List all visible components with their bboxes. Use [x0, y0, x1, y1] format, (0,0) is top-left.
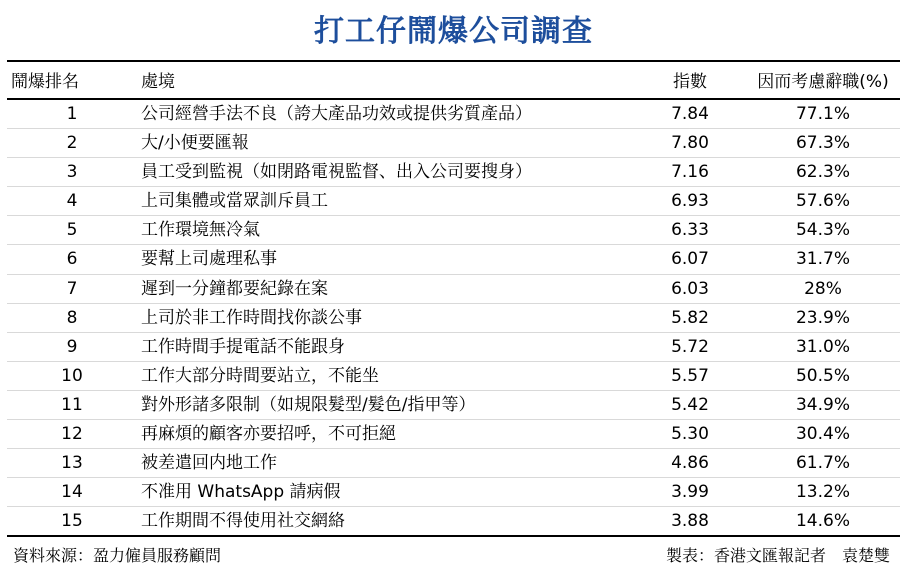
cell-situation: 員工受到監視（如閉路電視監督、出入公司要搜身） — [137, 158, 634, 187]
cell-situation: 大/小便要匯報 — [137, 129, 634, 158]
cell-rank: 15 — [7, 507, 137, 537]
table-row — [7, 420, 900, 449]
cell-quit: 28% — [746, 274, 900, 303]
cell-rank: 3 — [7, 158, 137, 187]
cell-situation: 工作環境無冷氣 — [137, 216, 634, 245]
cell-rank: 11 — [7, 390, 137, 419]
table-header — [7, 61, 900, 99]
cell-quit: 67.3% — [746, 129, 900, 158]
cell-situation: 上司集體或當眾訓斥員工 — [137, 187, 634, 216]
cell-quit: 31.0% — [746, 332, 900, 361]
cell-situation: 對外形諸多限制（如規限髮型/髮色/指甲等） — [137, 390, 634, 419]
cell-index: 5.42 — [634, 390, 746, 419]
table-row — [7, 332, 900, 361]
table-row — [7, 390, 900, 419]
column-header-situation: 處境 — [137, 61, 634, 99]
table-row — [7, 129, 900, 158]
table-header-row — [7, 61, 900, 99]
cell-situation: 要幫上司處理私事 — [137, 245, 634, 274]
table-row — [7, 99, 900, 129]
table-row — [7, 274, 900, 303]
cell-situation: 不准用 WhatsApp 請病假 — [137, 478, 634, 507]
cell-index: 3.88 — [634, 507, 746, 537]
cell-index: 6.07 — [634, 245, 746, 274]
table-body — [7, 99, 900, 536]
credit-note: 製表：香港文匯報記者 袁楚雙 — [665, 546, 890, 566]
cell-situation: 工作期間不得使用社交網絡 — [137, 507, 634, 537]
table-row — [7, 361, 900, 390]
cell-situation: 上司於非工作時間找你談公事 — [137, 303, 634, 332]
cell-index: 7.16 — [634, 158, 746, 187]
table-row — [7, 187, 900, 216]
table-row — [7, 245, 900, 274]
cell-index: 6.33 — [634, 216, 746, 245]
cell-situation: 工作大部分時間要站立，不能坐 — [137, 361, 634, 390]
source-note: 資料來源：盈力僱員服務顧問 — [13, 546, 222, 566]
column-header-rank: 鬧爆排名 — [7, 61, 137, 99]
cell-rank: 7 — [7, 274, 137, 303]
cell-situation: 被差遣回内地工作 — [137, 449, 634, 478]
cell-quit: 62.3% — [746, 158, 900, 187]
page-title: 打工仔鬧爆公司調查 — [314, 14, 593, 49]
cell-index: 5.30 — [634, 420, 746, 449]
cell-situation: 公司經營手法不良（誇大產品功效或提供劣質產品） — [137, 99, 634, 129]
cell-quit: 34.9% — [746, 390, 900, 419]
cell-quit: 30.4% — [746, 420, 900, 449]
cell-rank: 6 — [7, 245, 137, 274]
cell-quit: 57.6% — [746, 187, 900, 216]
cell-rank: 2 — [7, 129, 137, 158]
cell-quit: 23.9% — [746, 303, 900, 332]
table-row — [7, 478, 900, 507]
cell-index: 5.72 — [634, 332, 746, 361]
cell-index: 6.03 — [634, 274, 746, 303]
cell-situation: 再麻煩的顧客亦要招呼，不可拒絕 — [137, 420, 634, 449]
cell-index: 7.80 — [634, 129, 746, 158]
cell-rank: 13 — [7, 449, 137, 478]
survey-table — [7, 60, 900, 537]
cell-quit: 54.3% — [746, 216, 900, 245]
cell-rank: 1 — [7, 99, 137, 129]
cell-quit: 77.1% — [746, 99, 900, 129]
cell-quit: 31.7% — [746, 245, 900, 274]
column-header-quit: 因而考慮辭職(%) — [746, 61, 900, 99]
cell-index: 5.57 — [634, 361, 746, 390]
cell-rank: 4 — [7, 187, 137, 216]
cell-rank: 8 — [7, 303, 137, 332]
table-row — [7, 158, 900, 187]
table-row — [7, 216, 900, 245]
cell-rank: 12 — [7, 420, 137, 449]
footer — [7, 537, 900, 566]
cell-index: 3.99 — [634, 478, 746, 507]
cell-quit: 61.7% — [746, 449, 900, 478]
cell-situation: 遲到一分鐘都要紀錄在案 — [137, 274, 634, 303]
cell-quit: 14.6% — [746, 507, 900, 537]
cell-rank: 9 — [7, 332, 137, 361]
cell-situation: 工作時間手提電話不能跟身 — [137, 332, 634, 361]
cell-index: 6.93 — [634, 187, 746, 216]
cell-quit: 50.5% — [746, 361, 900, 390]
cell-index: 5.82 — [634, 303, 746, 332]
table-row — [7, 507, 900, 537]
cell-quit: 13.2% — [746, 478, 900, 507]
cell-rank: 5 — [7, 216, 137, 245]
cell-index: 7.84 — [634, 99, 746, 129]
table-row — [7, 303, 900, 332]
column-header-index: 指數 — [634, 61, 746, 99]
cell-index: 4.86 — [634, 449, 746, 478]
cell-rank: 14 — [7, 478, 137, 507]
table-row — [7, 449, 900, 478]
cell-rank: 10 — [7, 361, 137, 390]
